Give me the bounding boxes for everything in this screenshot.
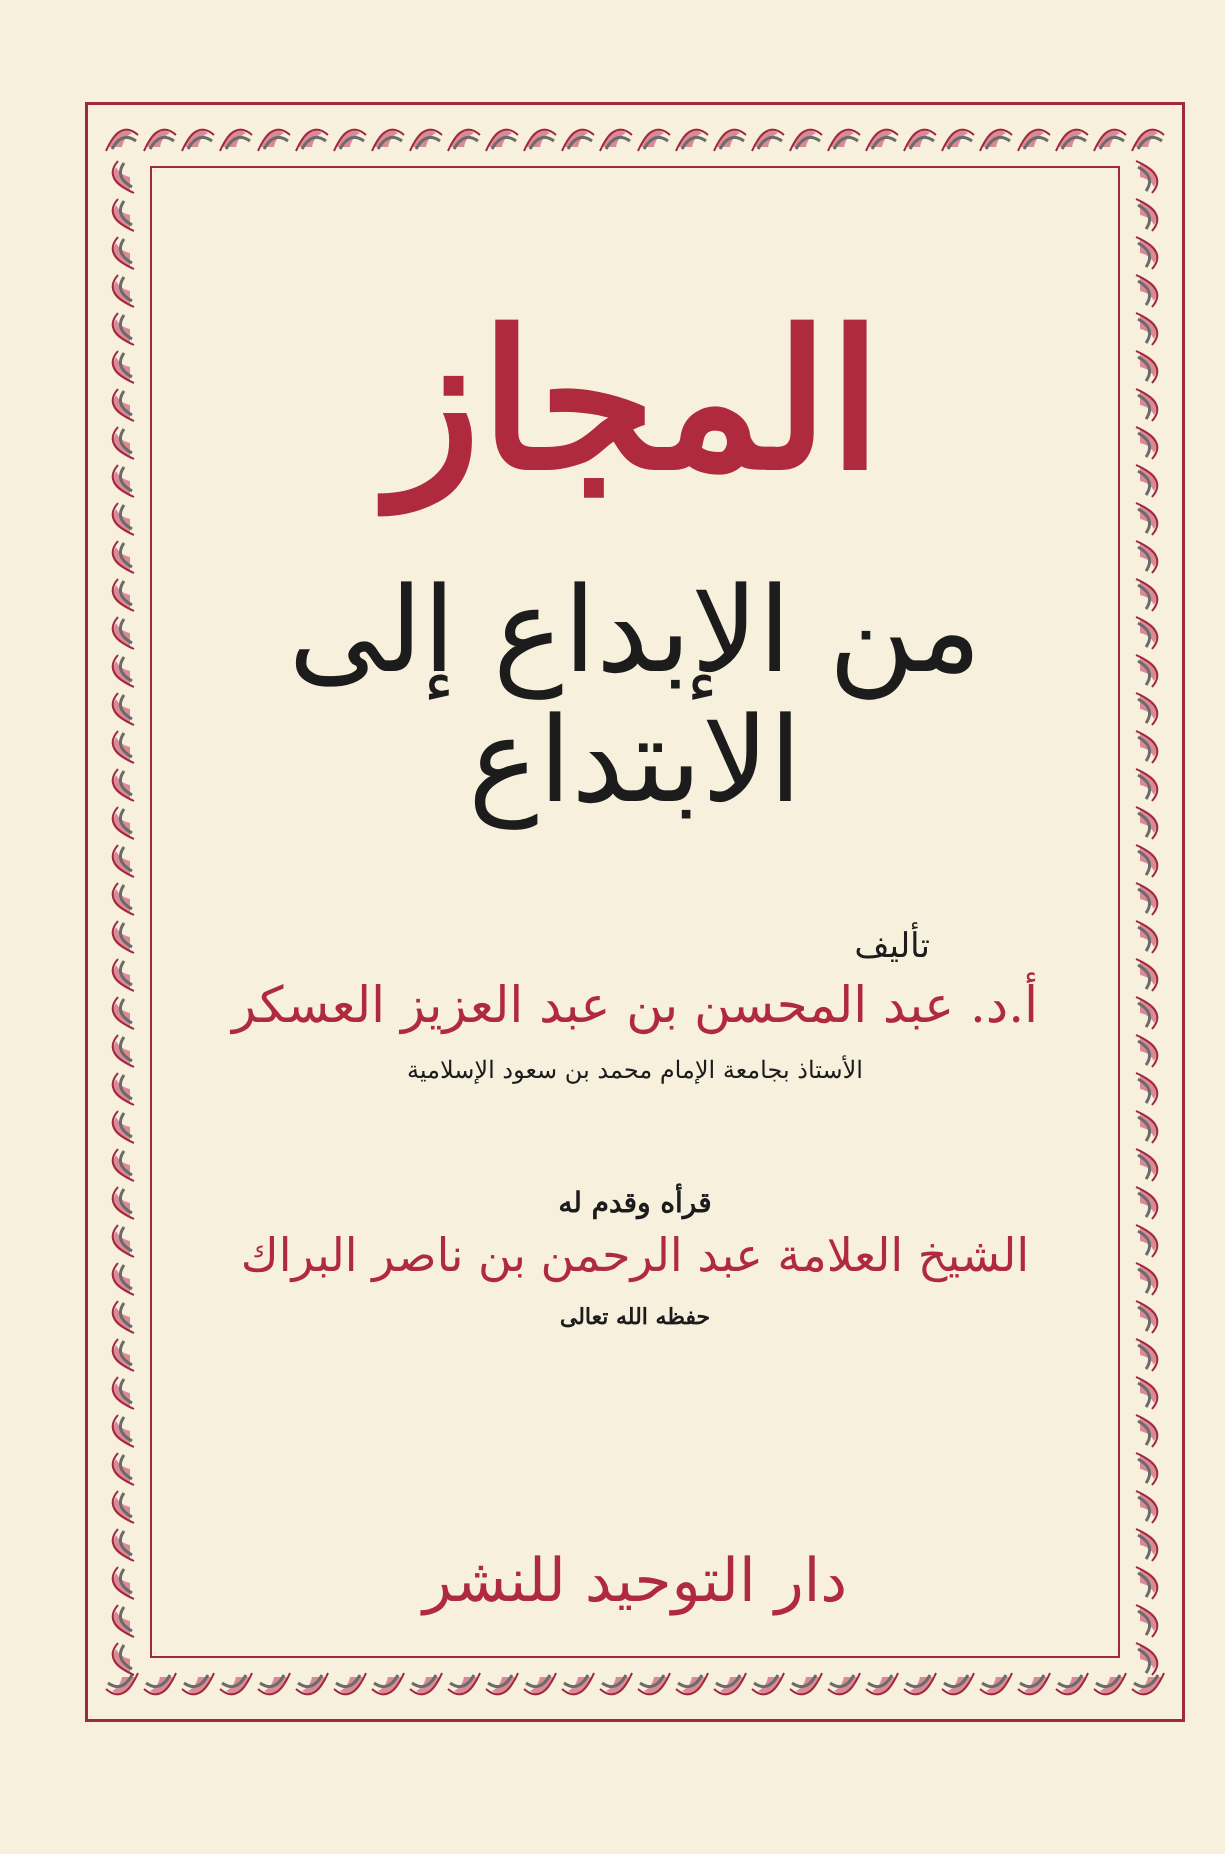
ornament-motif	[113, 1073, 134, 1105]
ornament-motif	[524, 1673, 556, 1694]
author-name: أ.د. عبد المحسن بن عبد العزيز العسكر	[232, 976, 1038, 1034]
ornament-motif	[1136, 1187, 1157, 1219]
ornament-motif	[113, 1377, 134, 1409]
ornament-motif	[980, 130, 1012, 151]
ornament-motif	[372, 1673, 404, 1694]
ornament-motif	[1136, 1149, 1157, 1181]
ornament-motif	[638, 130, 670, 151]
ornament-motif	[113, 997, 134, 1029]
ornament-motif	[1136, 1415, 1157, 1447]
ornament-motif	[113, 1339, 134, 1371]
ornament-motif	[113, 731, 134, 763]
ornament-motif	[1136, 1339, 1157, 1371]
author-affiliation: الأستاذ بجامعة الإمام محمد بن سعود الإسلامية	[407, 1056, 863, 1084]
book-title: المجاز	[388, 289, 882, 512]
ornament-motif	[1136, 1035, 1157, 1067]
ornament-motif	[410, 130, 442, 151]
ornament-motif	[752, 130, 784, 151]
ornament-motif	[113, 389, 134, 421]
ornament-motif	[1136, 199, 1157, 231]
ornament-motif	[562, 1673, 594, 1694]
ornament-motif	[1136, 617, 1157, 649]
reviewer-name: الشيخ العلامة عبد الرحمن بن ناصر البراك	[240, 1228, 1030, 1282]
ornament-motif	[1136, 579, 1157, 611]
ornament-motif	[1136, 1263, 1157, 1295]
ornament-motif	[113, 1301, 134, 1333]
ornament-motif	[113, 959, 134, 991]
ornament-motif	[1136, 1643, 1157, 1675]
ornament-motif	[1094, 130, 1126, 151]
ornament-motif	[1136, 465, 1157, 497]
ornament-motif	[113, 1263, 134, 1295]
book-subtitle: من الإبداع إلى الابتداع	[288, 561, 982, 829]
ornament-motif	[714, 130, 746, 151]
ornament-motif	[113, 807, 134, 839]
ornament-motif	[113, 1643, 134, 1675]
ornament-motif	[790, 1673, 822, 1694]
ornament-motif	[182, 1673, 214, 1694]
ornament-motif	[106, 130, 138, 151]
ornament-motif	[600, 1673, 632, 1694]
ornament-motif	[113, 1149, 134, 1181]
ornament-motif	[334, 1673, 366, 1694]
publisher-name: دار التوحيد للنشر	[422, 1546, 848, 1616]
ornament-motif	[1136, 1377, 1157, 1409]
ornament-motif	[1136, 1073, 1157, 1105]
ornament-motif	[113, 503, 134, 535]
ornament-motif	[828, 1673, 860, 1694]
ornament-motif	[1136, 921, 1157, 953]
ornament-motif	[1136, 237, 1157, 269]
ornament-motif	[258, 1673, 290, 1694]
ornament-motif	[182, 130, 214, 151]
ornament-motif	[676, 130, 708, 151]
ornament-motif	[113, 427, 134, 459]
ornament-motif	[1136, 161, 1157, 193]
ornament-motif	[113, 655, 134, 687]
ornament-motif	[1018, 1673, 1050, 1694]
ornament-motif	[1136, 427, 1157, 459]
ornament-motif	[1136, 1491, 1157, 1523]
ornament-motif	[524, 130, 556, 151]
ornament-motif	[1136, 1301, 1157, 1333]
ornament-motif	[113, 1225, 134, 1257]
ornament-motif	[1136, 731, 1157, 763]
ornament-motif	[1018, 130, 1050, 151]
ornament-motif	[113, 1187, 134, 1219]
ornament-motif	[1136, 313, 1157, 345]
ornament-motif	[1136, 769, 1157, 801]
ornament-motif	[1136, 1605, 1157, 1637]
ornament-motif	[113, 351, 134, 383]
ornament-motif	[113, 161, 134, 193]
ornament-motif	[1136, 1567, 1157, 1599]
ornament-motif	[1132, 130, 1164, 151]
ornament-motif	[448, 1673, 480, 1694]
ornament-motif	[113, 1491, 134, 1523]
ornament-motif	[106, 1673, 138, 1694]
ornament-motif	[448, 130, 480, 151]
ornament-motif	[113, 1529, 134, 1561]
ornament-motif	[113, 313, 134, 345]
ornament-motif	[144, 1673, 176, 1694]
ornament-motif	[1136, 997, 1157, 1029]
ornament-motif	[113, 693, 134, 725]
ornament-motif	[113, 579, 134, 611]
ornament-motif	[638, 1673, 670, 1694]
ornament-motif	[113, 1415, 134, 1447]
ornament-motif	[1136, 883, 1157, 915]
ornament-motif	[113, 237, 134, 269]
ornament-motif	[942, 130, 974, 151]
ornament-motif	[1136, 389, 1157, 421]
ornament-motif	[790, 130, 822, 151]
ornament-motif	[334, 130, 366, 151]
ornament-motif	[1136, 959, 1157, 991]
ornament-motif	[1136, 503, 1157, 535]
ornament-motif	[1136, 655, 1157, 687]
ornament-motif	[904, 130, 936, 151]
ornament-motif	[1136, 351, 1157, 383]
ornament-motif	[676, 1673, 708, 1694]
ornament-motif	[486, 130, 518, 151]
ornament-motif	[1056, 130, 1088, 151]
ornament-motif	[113, 1453, 134, 1485]
ornament-motif	[113, 199, 134, 231]
reviewer-honorific: حفظه الله تعالى	[559, 1304, 711, 1330]
ornament-motif	[1136, 693, 1157, 725]
ornament-motif	[372, 130, 404, 151]
author-label: تأليف	[854, 926, 930, 966]
ornament-motif	[144, 130, 176, 151]
ornament-motif	[1056, 1673, 1088, 1694]
ornament-motif	[220, 1673, 252, 1694]
ornament-motif	[113, 1111, 134, 1143]
ornament-motif	[113, 275, 134, 307]
ornament-motif	[866, 130, 898, 151]
ornament-motif	[1136, 1225, 1157, 1257]
ornament-motif	[113, 1567, 134, 1599]
ornament-motif	[866, 1673, 898, 1694]
ornament-motif	[562, 130, 594, 151]
ornament-motif	[752, 1673, 784, 1694]
ornament-motif	[113, 769, 134, 801]
ornament-motif	[113, 845, 134, 877]
ornament-motif	[942, 1673, 974, 1694]
ornament-motif	[296, 1673, 328, 1694]
ornament-motif	[904, 1673, 936, 1694]
ornament-motif	[828, 130, 860, 151]
ornament-motif	[113, 617, 134, 649]
ornament-motif	[1136, 275, 1157, 307]
ornament-motif	[1136, 845, 1157, 877]
ornament-motif	[113, 541, 134, 573]
ornament-motif	[410, 1673, 442, 1694]
ornament-motif	[1136, 1453, 1157, 1485]
ornament-motif	[1136, 541, 1157, 573]
ornament-motif	[220, 130, 252, 151]
cover-content	[150, 166, 1120, 1658]
ornament-motif	[1136, 1529, 1157, 1561]
reviewed-label: قرأه وقدم له	[558, 1186, 712, 1219]
ornament-motif	[486, 1673, 518, 1694]
ornament-motif	[113, 921, 134, 953]
ornament-motif	[113, 883, 134, 915]
ornament-motif	[113, 1605, 134, 1637]
ornament-motif	[1136, 807, 1157, 839]
ornament-motif	[258, 130, 290, 151]
ornament-motif	[296, 130, 328, 151]
ornament-motif	[980, 1673, 1012, 1694]
ornament-motif	[1094, 1673, 1126, 1694]
ornament-motif	[113, 465, 134, 497]
ornament-motif	[113, 1035, 134, 1067]
ornament-motif	[600, 130, 632, 151]
ornament-motif	[1136, 1111, 1157, 1143]
ornament-motif	[1132, 1673, 1164, 1694]
ornament-motif	[714, 1673, 746, 1694]
